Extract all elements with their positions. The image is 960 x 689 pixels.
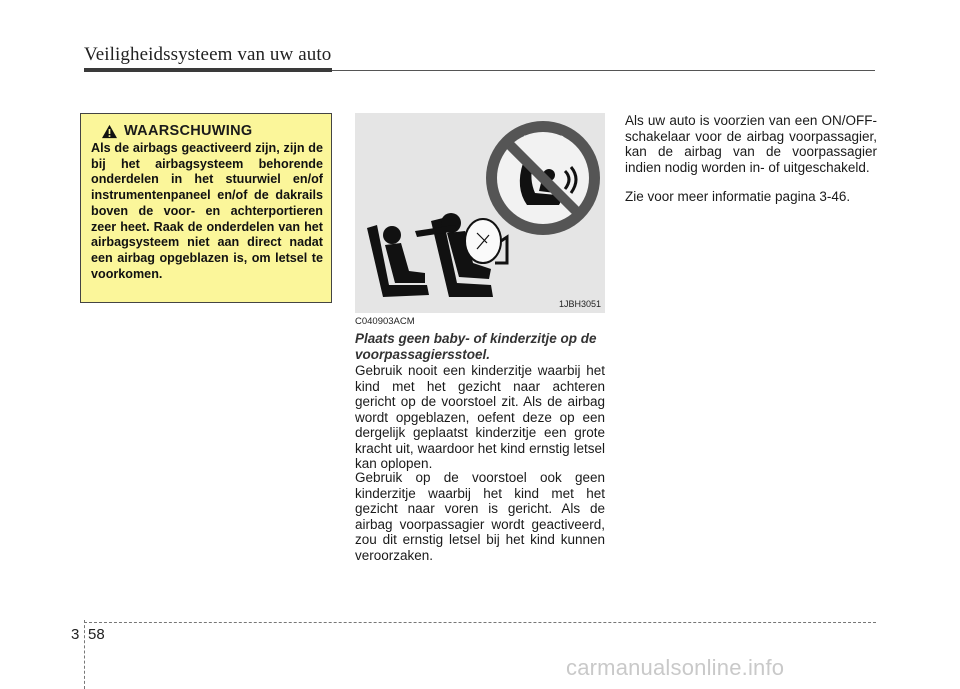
sign-label: AIRBAG: [521, 134, 565, 146]
paragraph-forward-facing: Gebruik op de voorstoel ook geen kinderzitje waarbij het kind met het gezicht naar voren is gericht. Als de airbag voorpassagier wordt geactiveerd, zou dit ernstig letsel bij het kind kunnen veroorzaken.: [355, 470, 605, 563]
section-code: C040903ACM: [355, 316, 415, 327]
header-rule: [84, 68, 332, 72]
warning-header: [101, 123, 323, 139]
section-heading: Plaats geen baby- of kinderzitje op de voorpassagiersstoel.: [355, 331, 597, 362]
deployed-airbag-icon: [465, 219, 507, 263]
watermark-text: carmanualsonline.info: [566, 655, 785, 680]
footer-rule: [84, 622, 876, 623]
paragraph-see-page: Zie voor meer informatie pagina 3-46.: [625, 189, 851, 204]
warning-title: WAARSCHUWING: [124, 123, 253, 139]
warning-box: [80, 113, 332, 303]
paragraph-rear-facing: Gebruik nooit een kinderzitje waarbij het kind met het gezicht naar achteren gericht op de voorstoel zit. Als de airbag wordt opgeblazen, oefent deze op een dergelijk geplaatst kinderzitje een grote kracht uit, waardoor het kind ernstig letsel kan oplopen.: [355, 363, 605, 471]
footer-divider: [84, 620, 85, 689]
page-header-title: Veiligheidssysteem van uw auto: [84, 44, 332, 65]
airbag-scene: [355, 113, 605, 313]
paragraph-onoff-switch: Als uw auto is voorzien van een ON/OFF-schakelaar voor de airbag voorpassagier, kan de airbag van de voorpassagier indien nodig worden in- of uitgeschakeld.: [625, 113, 877, 175]
warning-triangle-icon: [101, 124, 118, 139]
page-number: 58: [88, 626, 105, 643]
warning-text: Als de airbags geactiveerd zijn, zijn de bij het airbagsysteem behorende onderdelen in het stuurwiel en/of instrumentenpaneel en/of de dakrails boven de voor- en achterportieren zeer heet. Raak de onderdelen van het airbagsysteem niet aan direct nadat een airbag opgeblazen is, om letsel te voorkomen.: [91, 141, 323, 281]
chapter-number: 3: [71, 626, 80, 643]
header-rule-thin: [332, 70, 875, 71]
figure-code: 1JBH3051: [558, 299, 601, 309]
airbag-illustration: [355, 113, 605, 313]
